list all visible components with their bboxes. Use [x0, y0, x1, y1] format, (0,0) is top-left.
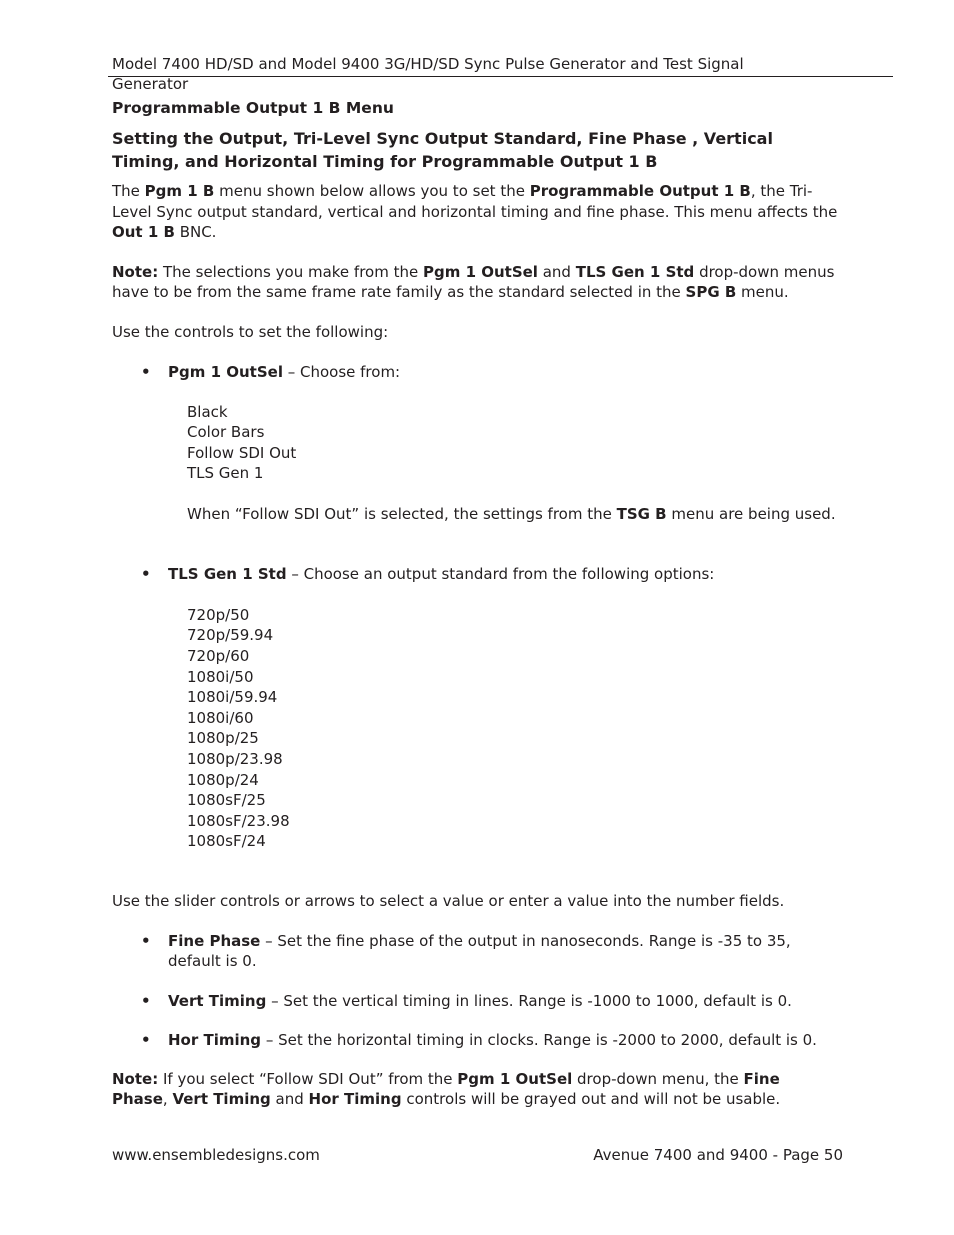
list-item: 1080i/50: [187, 667, 254, 686]
follow-sdi-note: When “Follow SDI Out” is selected, the settings from the TSG B menu are being used.: [187, 504, 836, 523]
intro-paragraph: The Pgm 1 B menu shown below allows you to set the Programmable Output 1 B, the Tri-Level Sync output standard, vertical and horizontal timing and fine phase. This menu affects the Out 1 B BNC.: [112, 182, 838, 241]
list-item: 720p/60: [187, 647, 250, 666]
footer-page-number: Avenue 7400 and 9400 - Page 50: [593, 1146, 843, 1164]
menu-heading: Programmable Output 1 B Menu: [112, 99, 394, 117]
running-header: Model 7400 HD/SD and Model 9400 3G/HD/SD Sync Pulse Generator and Test Signal Generator: [112, 55, 744, 93]
list-item: 1080sF/23.98: [187, 811, 290, 830]
list-item: TLS Gen 1: [187, 464, 264, 483]
footer-website: www.ensembledesigns.com: [112, 1146, 320, 1164]
use-controls-text: Use the controls to set the following:: [112, 322, 389, 341]
outsel-options-list: [112, 402, 840, 484]
list-item: 1080sF/25: [187, 791, 266, 810]
list-item: 1080i/59.94: [187, 688, 278, 707]
list-item: Black: [187, 402, 228, 421]
list-item: 1080i/60: [187, 708, 254, 727]
bullet-dot: •: [141, 991, 151, 1010]
list-item: 720p/50: [187, 605, 250, 624]
bullet-fine-phase: • Fine Phase – Set the fine phase of the output in nanoseconds. Range is -35 to 35, default is 0.: [141, 931, 791, 970]
bullet-vert-timing: • Vert Timing – Set the vertical timing in lines. Range is -1000 to 1000, default is 0.: [141, 991, 792, 1010]
bullet-dot: •: [141, 931, 151, 950]
bullet-pgm-outsel: • Pgm 1 OutSel – Choose from:: [141, 363, 401, 381]
section-subheading: Setting the Output, Tri-Level Sync Output Standard, Fine Phase , Vertical Timing, and Horizontal Timing for Programmable Output 1 B: [112, 129, 773, 171]
tls-options-list: [112, 605, 840, 852]
list-item: Color Bars: [187, 423, 265, 442]
bullet-dot: •: [141, 363, 151, 381]
bullet-dot: •: [141, 1031, 151, 1049]
page-content: [112, 97, 840, 1110]
list-item: 1080p/25: [187, 729, 259, 748]
list-item: 720p/59.94: [187, 626, 274, 645]
list-item: Follow SDI Out: [187, 443, 297, 462]
list-item: 1080p/24: [187, 770, 259, 789]
bullet-dot: •: [141, 565, 151, 584]
bullet-tls-gen-std: • TLS Gen 1 Std – Choose an output standard from the following options:: [141, 565, 715, 584]
note-frame-rate: Note: The selections you make from the Pgm 1 OutSel and TLS Gen 1 Std drop-down menus have to be from the same frame rate family as the standard selected in the SPG B menu.: [112, 262, 835, 301]
bullet-hor-timing: • Hor Timing – Set the horizontal timing in clocks. Range is -2000 to 2000, default is 0.: [141, 1031, 817, 1049]
note-grayed-out: Note: If you select “Follow SDI Out” from the Pgm 1 OutSel drop-down menu, the Fine Phase, Vert Timing and Hor Timing controls will be grayed out and will not be usable.: [112, 1069, 781, 1108]
list-item: 1080p/23.98: [187, 750, 283, 769]
list-item: 1080sF/24: [187, 832, 266, 851]
header-rule: [108, 76, 893, 77]
slider-intro-text: Use the slider controls or arrows to select a value or enter a value into the number fields.: [112, 892, 785, 910]
